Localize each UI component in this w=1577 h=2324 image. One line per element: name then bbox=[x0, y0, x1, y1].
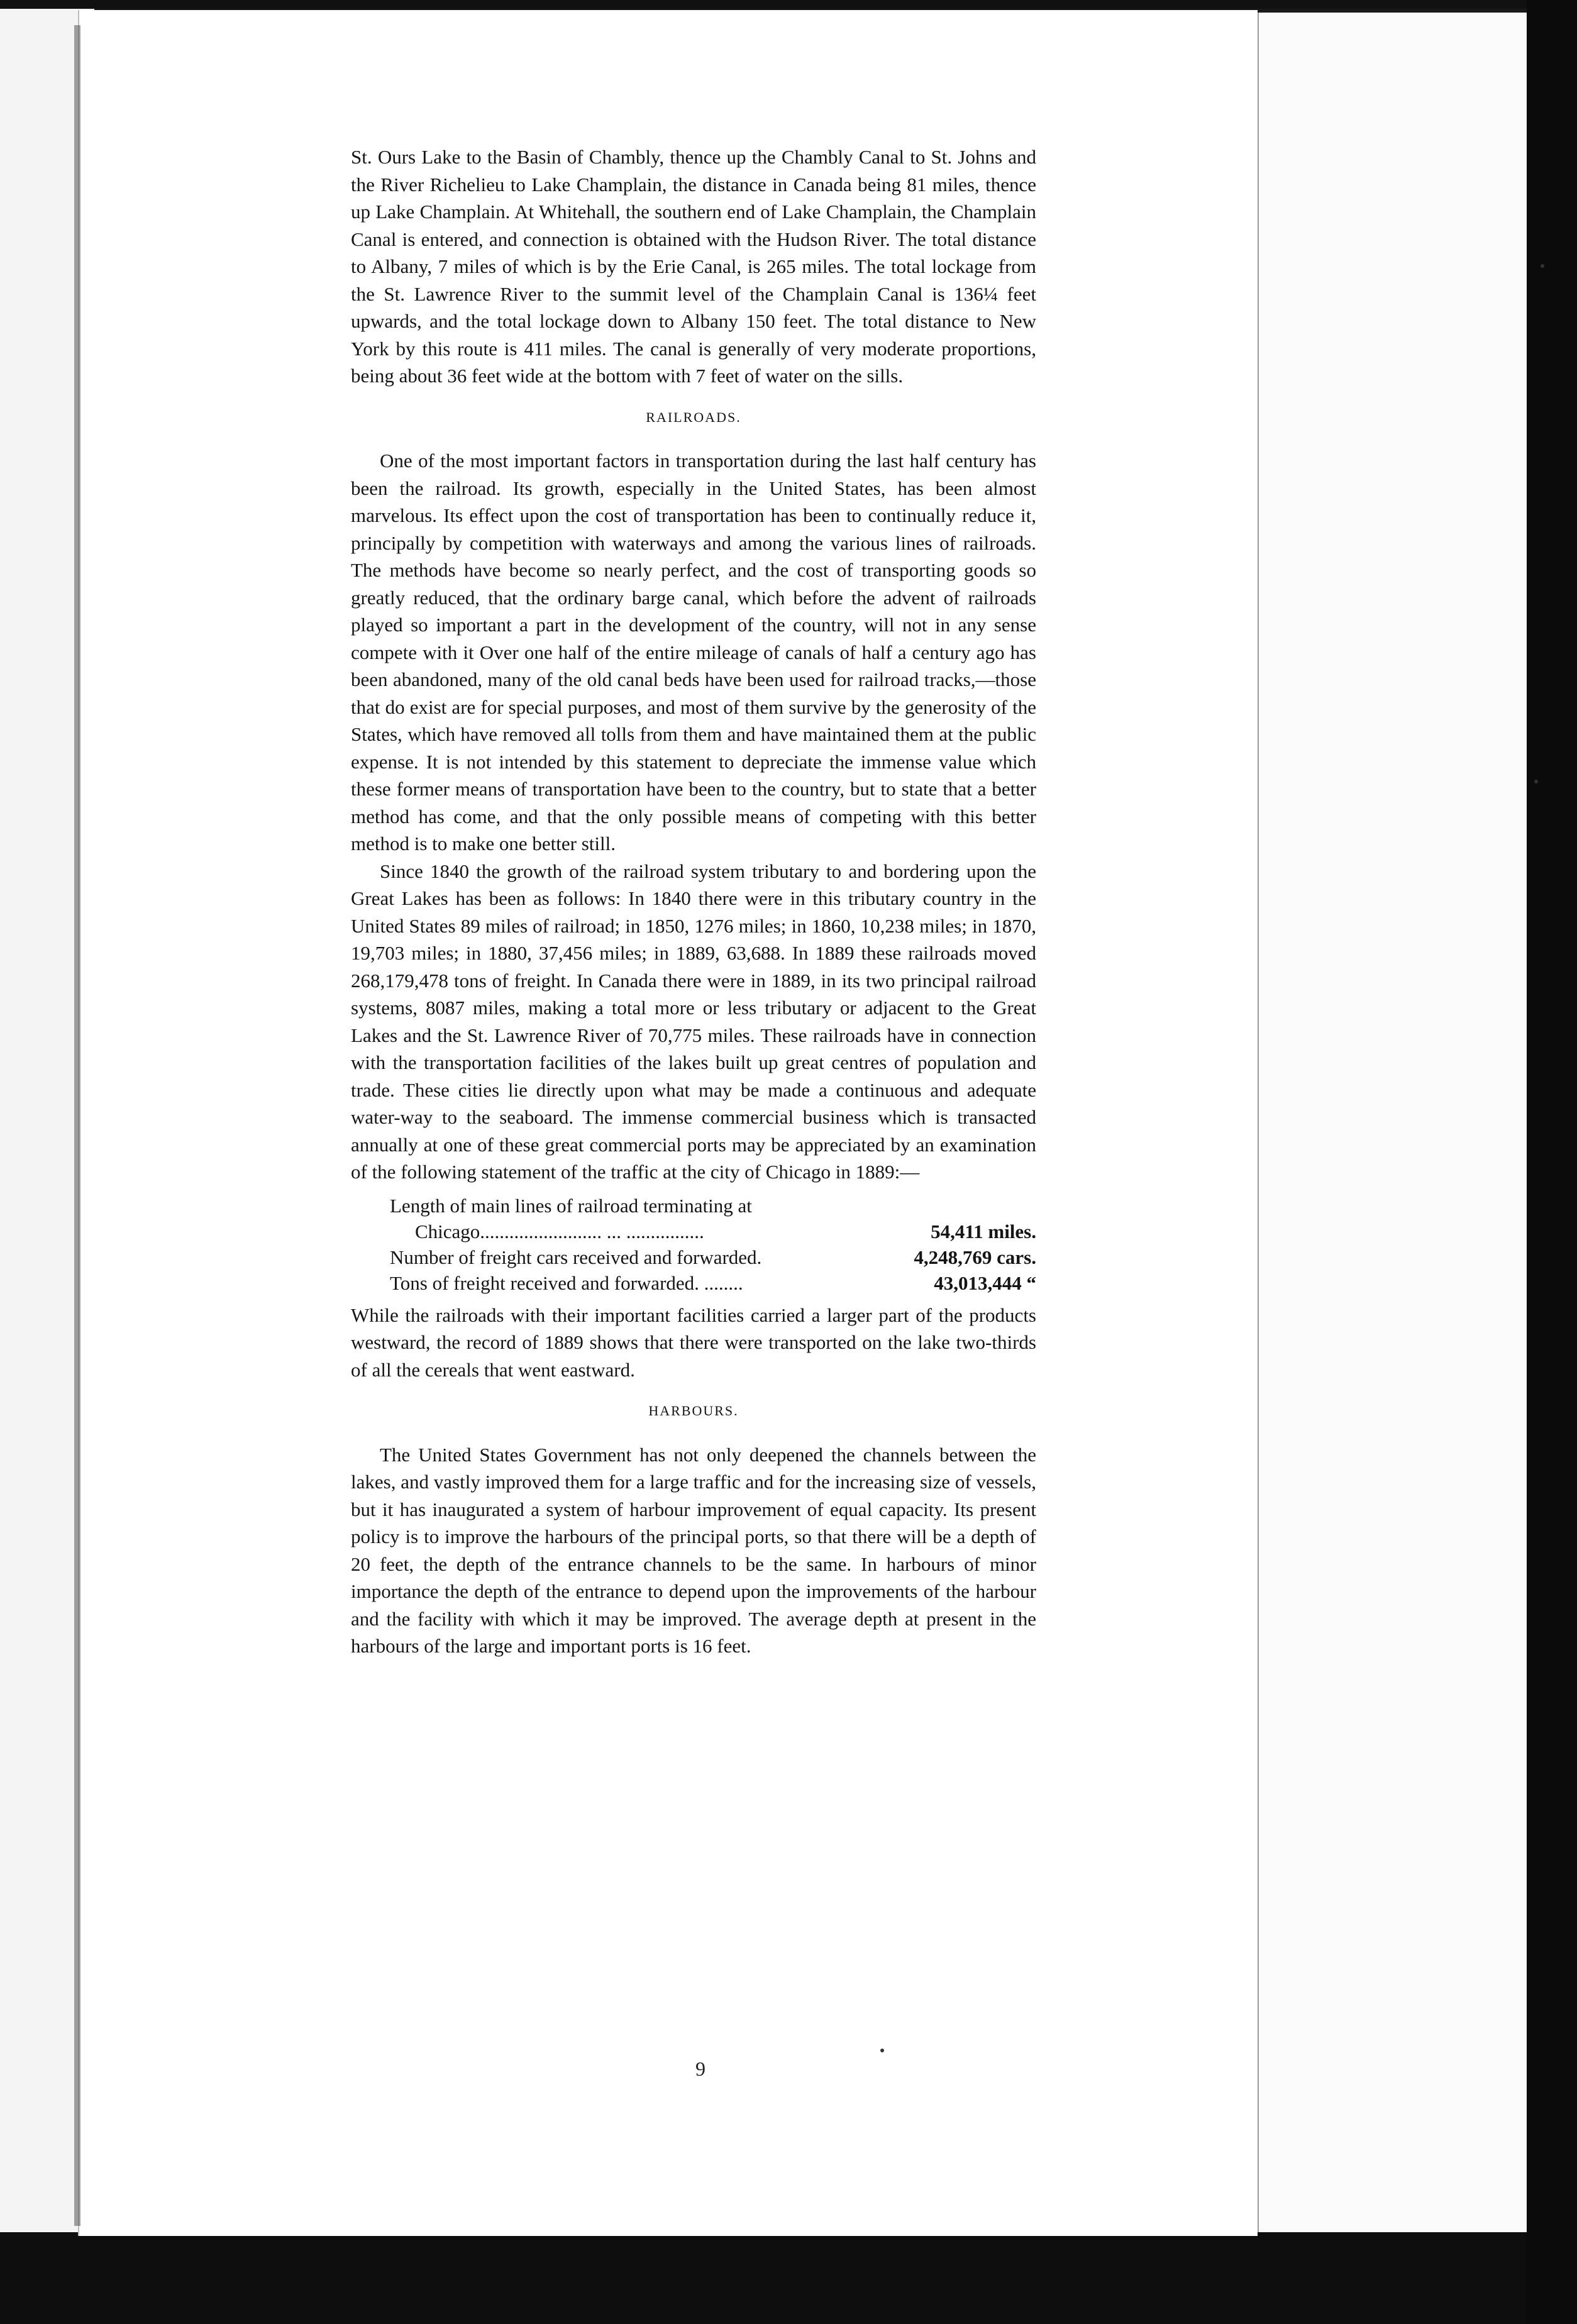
scan-bottom-border bbox=[0, 2232, 1577, 2324]
stat-label: Tons of freight received and forwarded. ........ bbox=[390, 1271, 743, 1294]
stat-label: Chicago......................... ... ................ bbox=[415, 1220, 704, 1242]
stat-label: Length of main lines of railroad terminating at bbox=[390, 1194, 752, 1217]
scan-speck bbox=[880, 2049, 884, 2052]
stat-row bbox=[351, 1270, 1036, 1295]
stat-row bbox=[351, 1192, 1036, 1218]
scan-speck bbox=[1541, 264, 1544, 268]
stat-row bbox=[351, 1218, 1036, 1244]
stat-label: Number of freight cars received and forwarded. bbox=[390, 1246, 762, 1268]
intro-paragraph: St. Ours Lake to the Basin of Chambly, thence up the Chambly Canal to St. Johns and the River Richelieu to Lake Champlain, the distance in Canada being 81 miles, thence up Lake Champlain. At Whitehall, the southern end of Lake Champlain, the Champlain Canal is entered, and connection is obtained with the Hudson River. The total distance to Albany, 7 miles of which is by the Erie Canal, is 265 miles. The total lockage from the St. Lawrence River to the summit level of the Champlain Canal is 136¼ feet upwards, and the total lockage down to Albany 150 feet. The total distance to New York by this route is 411 miles. The canal is generally of very moderate proportions, being about 36 feet wide at the bottom with 7 feet of water on the sills. bbox=[351, 146, 1036, 387]
scan-speck bbox=[1534, 780, 1538, 783]
page-binding-shadow bbox=[74, 25, 80, 2226]
harbours-heading: HARBOURS. bbox=[648, 1403, 739, 1419]
stat-value: 43,013,444 “ bbox=[934, 1271, 1036, 1294]
stat-value: 4,248,769 cars. bbox=[914, 1246, 1036, 1268]
railroads-paragraph-1: One of the most important factors in transportation during the last half century has been the railroad. Its growth, especially in the United States, has been almost marvelous. Its effect upon the cost of transportation has been to continually reduce it, principally by competition with waterways and among the various lines of railroads. The methods have become so nearly perfect, and the cost of transporting goods so greatly reduced, that the ordinary barge canal, which before the advent of railroads played so important a part in the development of the country, will not in any sense compete with it Over one half of the entire mileage of canals of half a century ago has been abandoned, many of the old canal beds have been used for railroad tracks,—those that do exist are for special purposes, and most of them survive by the generosity of the States, which have removed all tolls from them and have maintained them at the public expense. It is not intended by this statement to depreciate the immense value which these former means of transportation have been to the country, but to state that a better method has come, and that the only possible means of competing with this better method is to make one better still. bbox=[351, 450, 1036, 855]
railroads-paragraph-2: Since 1840 the growth of the railroad system tributary to and bordering upon the Great Lakes has been as follows: In 1840 there were in this tributary country in the United States 89 miles of railroad; in 1850, 1276 miles; in 1860, 10,238 miles; in 1870, 19,703 miles; in 1880, 37,456 miles; in 1889, 63,688. In 1889 these railroads moved 268,179,478 tons of freight. In Canada there were in 1889, in its two principal railroad systems, 8087 miles, making a total more or less tributary or adjacent to the Great Lakes and the St. Lawrence River of 70,775 miles. These railroads have in connection with the transportation facilities of the lakes built up great centres of population and trade. These cities lie directly upon what may be made a continuous and adequate water-way to the seaboard. The immense commercial business which is transacted annually at one of these great commercial ports may be appreciated by an examination of the following statement of the traffic at the city of Chicago in 1889:— bbox=[351, 860, 1036, 1183]
page-number: 9 bbox=[695, 2057, 706, 2080]
chicago-traffic-table bbox=[351, 1192, 1036, 1295]
adjacent-page-edge bbox=[1258, 13, 1529, 2232]
scan-top-border bbox=[0, 0, 1577, 9]
railroads-heading: RAILROADS. bbox=[646, 409, 741, 425]
scan-right-border bbox=[1527, 0, 1577, 2324]
page-text bbox=[351, 143, 1036, 1660]
stat-row bbox=[351, 1244, 1036, 1270]
railroads-paragraph-3: While the railroads with their important facilities carried a larger part of the products westward, the record of 1889 shows that there were transported on the lake two-thirds of all the cereals that went eastward. bbox=[351, 1303, 1036, 1381]
stat-value: 54,411 miles. bbox=[931, 1220, 1036, 1242]
harbours-paragraph: The United States Government has not only deepened the channels between the lakes, and vastly improved them for a large traffic and for the increasing size of vessels, but it has inaugurated a system of harbour improvement of equal capacity. Its present policy is to improve the harbours of the principal ports, so that there will be a depth of 20 feet, the depth of the entrance channels to be the same. In harbours of minor importance the depth of the entrance to depend upon the improvements of the harbour and the facility with which it may be improved. The average depth at present in the harbours of the large and important ports is 16 feet. bbox=[351, 1443, 1036, 1657]
